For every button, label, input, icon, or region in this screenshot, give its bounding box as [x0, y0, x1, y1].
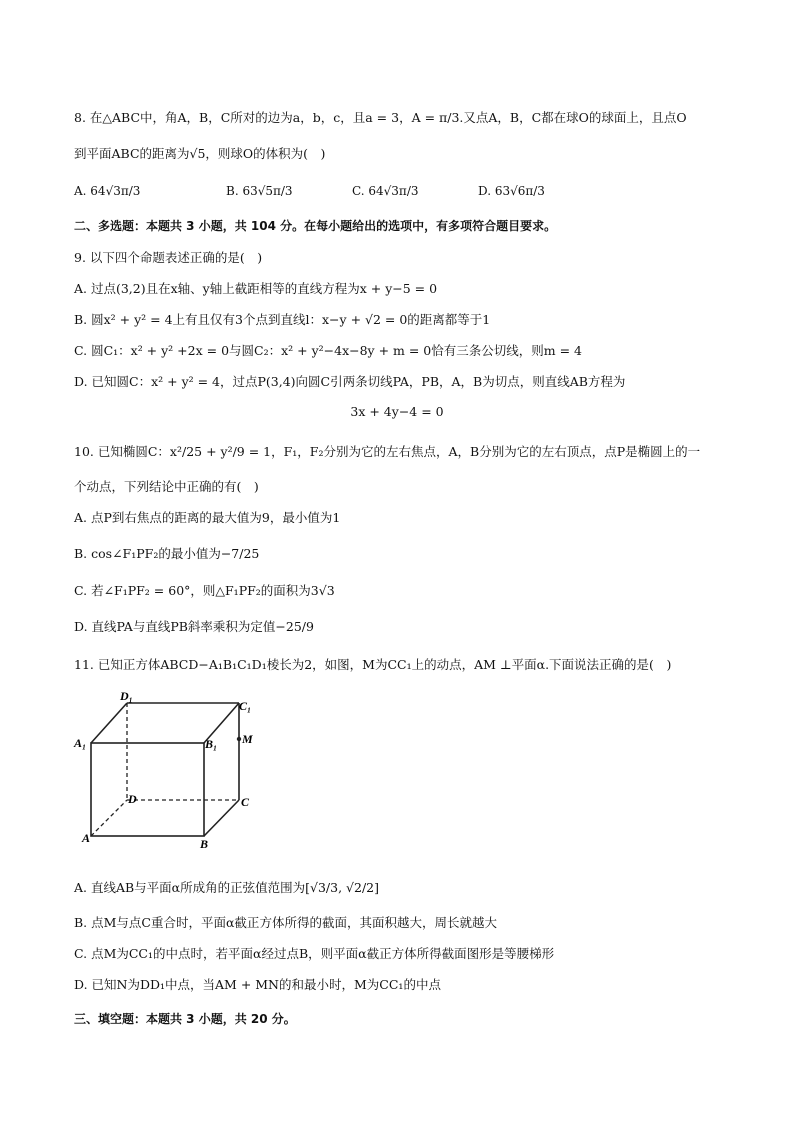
q10-option-a: A. 点P到右焦点的距离的最大值为9，最小值为1 [74, 510, 341, 525]
q11-option-d: D. 已知N为DD₁中点，当AM + MN的和最小时，M为CC₁的中点 [74, 977, 441, 992]
q10-line-1: 10. 已知椭圆C：x²/25 + y²/9 = 1，F₁，F₂分别为它的左右焦点，A，B分别为它的左右顶点，点P是椭圆上的一 [74, 444, 701, 459]
q8-line-2: 到平面ABC的距离为√5，则球O的体积为( ) [74, 146, 326, 161]
label-d1: D₁ [120, 689, 133, 703]
q8-option-a: A. 64√3π/3 [74, 184, 141, 198]
q11-stem: 11. 已知正方体ABCD−A₁B₁C₁D₁棱长为2，如图，M为CC₁上的动点，AM ⊥平面α.下面说法正确的是( ) [74, 657, 672, 672]
q9-stem: 9. 以下四个命题表述正确的是( ) [74, 250, 263, 265]
label-c1: C₁ [239, 699, 252, 713]
label-a: A [82, 831, 91, 845]
q8-option-b: B. 63√5π/3 [226, 184, 293, 198]
q8-option-c: C. 64√3π/3 [352, 184, 419, 198]
point-m [237, 737, 241, 741]
q9-option-a: A. 过点(3,2)且在x轴、y轴上截距相等的直线方程为x + y−5 = 0 [74, 281, 438, 296]
label-a1: A₁ [74, 736, 87, 750]
q9-option-b: B. 圆x² + y² = 4上有且仅有3个点到直线l：x−y + √2 = 0的距离都等于1 [74, 312, 491, 327]
label-b1: B₁ [205, 737, 218, 751]
q11-option-c: C. 点M为CC₁的中点时，若平面α经过点B，则平面α截正方体所得截面图形是等腰梯形 [74, 946, 555, 961]
q8-option-d: D. 63√6π/3 [478, 184, 545, 198]
q9-option-d-equation: 3x + 4y−4 = 0 [350, 404, 444, 419]
q11-option-a: A. 直线AB与平面α所成角的正弦值范围为[√3/3, √2/2] [74, 880, 379, 895]
q11-option-b: B. 点M与点C重合时，平面α截正方体所得的截面，其面积越大，周长就越大 [74, 915, 497, 930]
q9-option-c: C. 圆C₁：x² + y² +2x = 0与圆C₂：x² + y²−4x−8y + m = 0恰有三条公切线，则m = 4 [74, 343, 582, 358]
q9-option-d: D. 已知圆C：x² + y² = 4，过点P(3,4)向圆C引两条切线PA，PB，A，B为切点，则直线AB方程为 [74, 374, 626, 389]
label-d: D [128, 792, 137, 806]
section-2-heading: 二、多选题：本题共 3 小题，共 104 分。在每小题给出的选项中，有多项符合题目要求。 [74, 219, 557, 233]
q8-line-1: 8. 在△ABC中，角A，B，C所对的边为a，b，c，且a = 3，A = π/3.又点A，B，C都在球O的球面上，且点O [74, 110, 687, 125]
q10-option-c: C. 若∠F₁PF₂ = 60°，则△F₁PF₂的面积为3√3 [74, 583, 335, 598]
q10-line-2: 个动点，下列结论中正确的有( ) [74, 479, 259, 494]
label-c: C [241, 795, 250, 809]
label-m: M [242, 732, 253, 746]
section-3-heading: 三、填空题：本题共 3 小题，共 20 分。 [74, 1012, 296, 1026]
q10-option-b: B. cos∠F₁PF₂的最小值为−7/25 [74, 546, 260, 561]
label-b: B [200, 837, 209, 851]
cube-figure [72, 688, 272, 858]
q10-option-d: D. 直线PA与直线PB斜率乘积为定值−25/9 [74, 619, 314, 634]
